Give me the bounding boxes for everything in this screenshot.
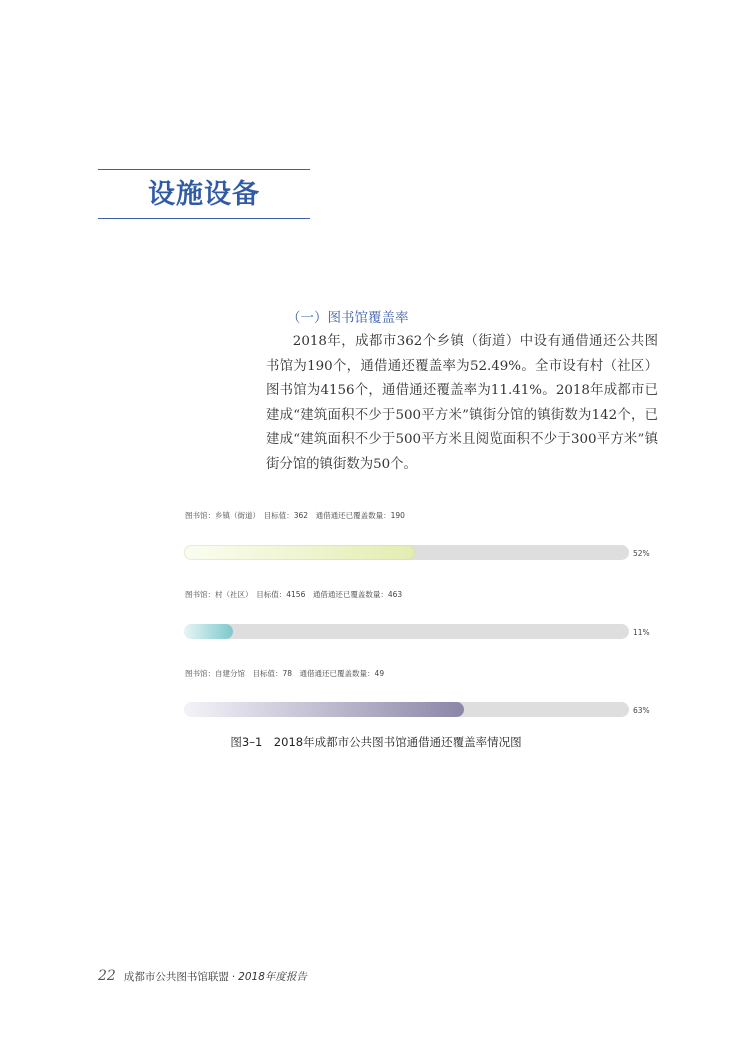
chapter-rule-top bbox=[98, 169, 310, 170]
chapter-rule-bottom bbox=[98, 218, 310, 219]
chapter-title: 设施设备 bbox=[148, 179, 260, 210]
footer-separator: · bbox=[231, 971, 236, 983]
section-heading: （一）图书馆覆盖率 bbox=[287, 310, 409, 326]
bar-track-village bbox=[184, 624, 629, 639]
page-footer bbox=[98, 968, 307, 984]
bar-percent-township: 52% bbox=[633, 549, 650, 558]
figure-caption: 图3–1 2018年成都市公共图书馆通借通还覆盖率情况图 bbox=[230, 735, 522, 749]
body-paragraph: 2018年，成都市362个乡镇（街道）中设有通借通还公共图书馆为190个，通借通还覆盖率为52.49%。全市设有村（社区）图书馆为4156个，通借通还覆盖率为11.41%。2018年成都市已建成“建筑面积不少于500平方米”镇街分馆的镇街数为142个，已建成“建筑面积不少于500平方米且阅览面积不少于300平方米”镇街分馆的镇街数为50个。 bbox=[266, 334, 658, 472]
page-number: 22 bbox=[98, 968, 116, 984]
footer-report: 2018年度报告 bbox=[238, 971, 307, 983]
footer-org: 成都市公共图书馆联盟 bbox=[123, 971, 229, 983]
bar-caption-township: 图书馆：乡镇（街道） 目标值：362 通借通还已覆盖数量：190 bbox=[185, 511, 405, 520]
bar-percent-branch: 63% bbox=[633, 706, 650, 715]
bar-track-branch bbox=[184, 702, 629, 717]
bar-caption-village: 图书馆：村（社区） 目标值：4156 通借通还已覆盖数量：463 bbox=[185, 590, 403, 599]
bar-fill-branch bbox=[184, 702, 464, 717]
bar-percent-village: 11% bbox=[633, 628, 650, 637]
bar-track-township bbox=[184, 545, 629, 560]
bar-fill-township bbox=[184, 545, 415, 560]
bar-caption-branch: 图书馆：自建分馆 目标值：78 通借通还已覆盖数量：49 bbox=[185, 669, 385, 678]
bar-fill-village bbox=[184, 624, 233, 639]
